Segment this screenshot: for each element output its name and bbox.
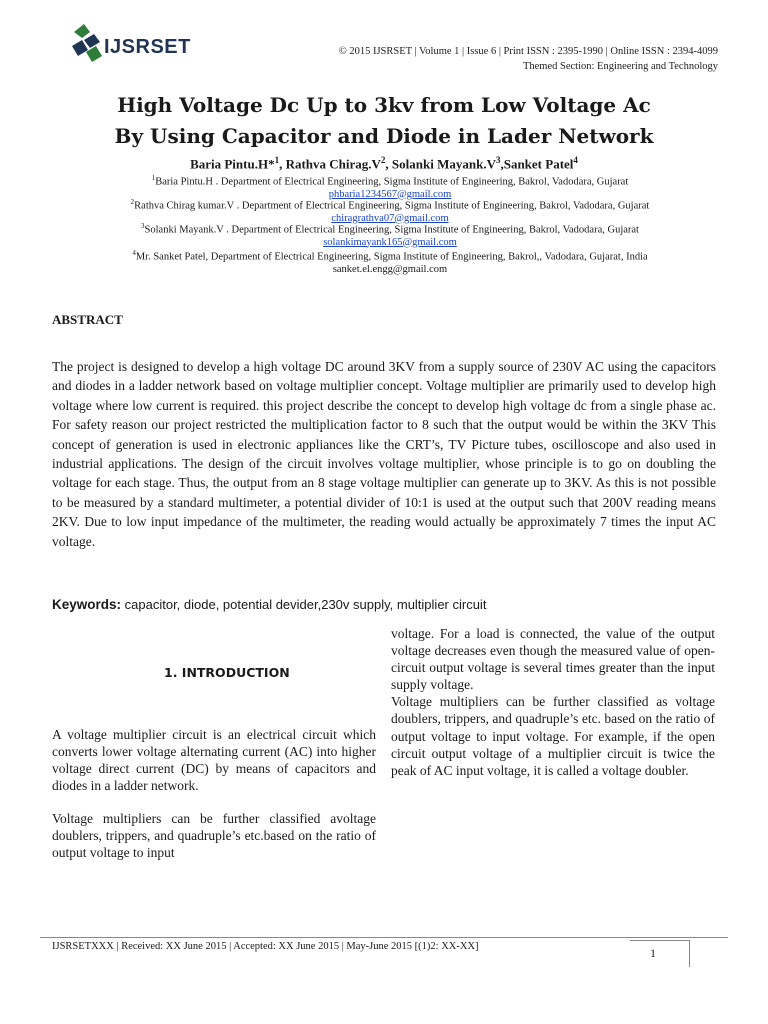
paper-title-line-1: High Voltage Dc Up to 3kv from Low Voltage Ac [117, 93, 651, 117]
journal-meta-line: © 2015 IJSRSET | Volume 1 | Issue 6 | Print ISSN : 2395-1990 | Online ISSN : 2394-4099 [338, 46, 718, 57]
introduction-heading: 1. INTRODUCTION [164, 665, 290, 680]
author-2: , Rathva Chirag.V [279, 156, 381, 172]
journal-logo [70, 22, 195, 68]
email-text: sanket.el.engg@gmail.com [332, 263, 448, 275]
footer-divider [40, 937, 728, 938]
author-1: Baria Pintu.H* [190, 156, 275, 172]
intro-right-column [391, 625, 715, 779]
keywords-label: Keywords: [52, 597, 122, 612]
themed-section: Themed Section: Engineering and Technology [522, 61, 718, 72]
author-list: Baria Pintu.H*$^1$, Rathva $Chirag.V^2$, Solanki $Mayank.V^3,Sanket$ Patel$^4$ [190, 155, 578, 172]
author-3: , Solanki Mayank.V [385, 156, 496, 172]
author-4: ,Sanket Patel [500, 156, 574, 172]
page-number-box [630, 940, 690, 967]
journal-meta [339, 44, 718, 74]
footer-citation: IJSRSETXXX | Received: XX June 2015 | Accepted: XX June 2015 | May-June 2015 [(1)2: XX-XX] [52, 941, 479, 952]
affiliation-4: $^4$Mr. Sanket Patel, Department of Electrical Engineering, Sigma Institute of Engineering, Bakrol,, Vadodara, Gujarat, India sanket.el.engg@gmail.com [132, 249, 648, 275]
intro-right-paragraph-2: Voltage multipliers can be further classified as voltage doublers, trippers, and quadruple’s etc. based on the ratio of output voltage to input voltage. For example, if the open circuit output voltage of a multiplier circuit is twice the peak of AC input voltage, it is called a voltage doubler. [391, 694, 715, 778]
affiliation-3: $^3$Solanki Mayank.V . Department of Electrical Engineering, Sigma Institute of Engineering, Bakrol, Vadodara, Gujarat solankimayank165@gmail.com [141, 222, 639, 248]
abstract-body: The project is designed to develop a high voltage DC around 3KV from a supply source of 230V AC using the capacitors and diodes in a ladder network based on voltage multiplier concept. Voltage multiplier are primarily used to develop high voltage where low current is required. this project describe the concept to develop high voltage dc from a single phase ac. For safety reason our project restricted the multiplication factor to 8 such that the output would be within the 3KV This concept of generation is used in electronic appliances like the CRT’s, TV Picture tubes, oscilloscope and also used in industrial applications. The design of the circuit involves voltage multiplier, whose principle is to go on doubling the voltage for each stage. Thus, the output from an 8 stage voltage multiplier can generate up to 3KV. As this is not possible to be measured by a standard multimeter, a potential divider of 10:1 is used at the output such that 200V reading means 2KV. Due to low input impedance of the multimeter, the reading would actually be approximately 7 times the input AC voltage. [52, 359, 716, 549]
intro-right-paragraph-1: voltage. For a load is connected, the value of the output voltage decreases even though the measured value of open-circuit output voltage is several times greater than the input supply voltage. [391, 626, 715, 693]
intro-left-paragraph-1: A voltage multiplier circuit is an electrical circuit which converts lower voltage alternating current (AC) into higher voltage direct current (DC) by means of capacitors and diodes in a ladder network. [52, 727, 376, 793]
page-number: 1 [650, 946, 656, 960]
email-link[interactable]: chiragrathva07@gmail.com [331, 212, 449, 224]
email-link[interactable]: solankimayank165@gmail.com [323, 236, 457, 248]
keywords-text: capacitor, diode, potential devider,230v supply, multiplier circuit [121, 597, 487, 612]
affiliation-2: $^2$Rathva Chirag kumar.V . Department of Electrical Engineering, Sigma Institute of Engineering, Bakrol, Vadodara, Gujarat chiragrathva07@gmail.com [130, 198, 650, 224]
keywords [52, 597, 716, 613]
abstract-heading: ABSTRACT [52, 312, 123, 327]
affiliation-1: $^1$Baria Pintu.H . Department of Electrical Engineering, Sigma Institute of Engineering, Bakrol, Vadodara, Gujarat phbaria1234567@gmail.com [151, 174, 629, 200]
logo-text: IJSRSET [104, 36, 191, 58]
paper-title-line-2: By Using Capacitor and Diode in Lader Network [114, 124, 654, 148]
intro-left-paragraph-2: Voltage multipliers can be further classified avoltage doublers, trippers, and quadruple’s etc.based on the ratio of output voltage to input [52, 811, 376, 860]
email-link[interactable]: phbaria1234567@gmail.com [328, 188, 452, 200]
